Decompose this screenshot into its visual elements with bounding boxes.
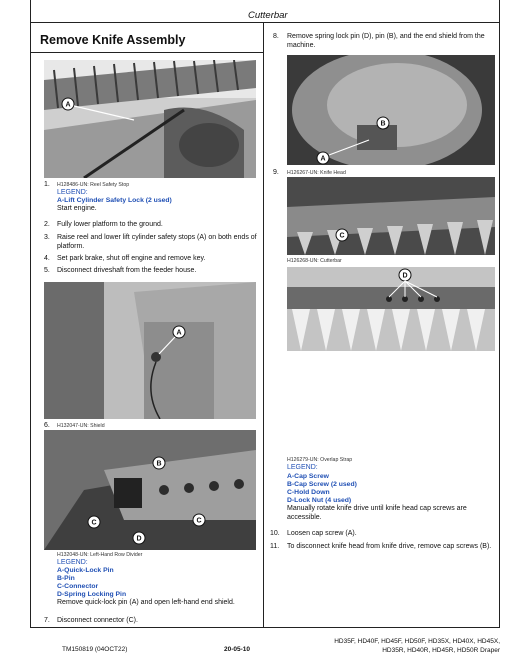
figure-knife-head (287, 177, 495, 255)
callout-c-3: C (339, 232, 345, 240)
legend-2-item-a: A-Quick-Lock Pin (57, 567, 114, 574)
figure-1-caption: H128486-UN: Reel Safety Stop (57, 182, 130, 188)
step-8-number: 8. (273, 33, 279, 40)
legend-2-item-d: D-Spring Locking Pin (57, 591, 127, 598)
legend-2-item-b: B-Pin (57, 575, 75, 582)
figure-reel-safety-stop (44, 60, 256, 178)
legend-3-item-c: C-Hold Down (287, 489, 330, 496)
figure-overlap-strap (287, 267, 495, 351)
callout-c-1: C (91, 519, 97, 527)
legend-3-item-d: D-Lock Nut (4 used) (287, 497, 352, 504)
legend-1-item: A-Lift Cylinder Safety Lock (2 used) (57, 197, 172, 204)
procedure-title: Remove Knife Assembly (40, 33, 186, 47)
legend-3-item-b: B-Cap Screw (2 used) (287, 481, 357, 488)
callout-a-1: A (65, 101, 71, 109)
step-10-text: Loosen cap screw (A). (287, 530, 357, 537)
step-3-text: Raise reel and lower lift cylinder safety stops (A) on both ends of platform. (57, 234, 257, 250)
step-2-text: Fully lower platform to the ground. (57, 221, 163, 228)
footer-page-number: 20-05-10 (224, 646, 251, 653)
figure-2-caption: H132047-UN: Shield (57, 423, 105, 429)
callout-a-2: A (176, 329, 182, 337)
legend-1-title: LEGEND: (57, 189, 88, 196)
legend-2-title: LEGEND: (57, 559, 88, 566)
step-1-number: 1. (44, 181, 50, 188)
step-8-text: Remove spring lock pin (D), pin (B), and the end shield from the machine. (287, 33, 485, 49)
footer-models-line-1: HD35F, HD40F, HD45F, HD50F, HD35X, HD40X, HD45X, (334, 638, 500, 645)
step-9-number: 9. (273, 169, 279, 176)
footer-models-line-2: HD35R, HD40R, HD45R, HD50R Draper (382, 647, 500, 654)
step-10-number: 10. (270, 530, 280, 537)
step-6-number: 6. (44, 422, 50, 429)
column-divider (263, 22, 264, 628)
step-5-number: 5. (44, 267, 50, 274)
figure-shield (44, 282, 256, 419)
callout-b-2: B (380, 120, 386, 128)
step-4-number: 4. (44, 255, 50, 262)
step-2-number: 2. (44, 221, 50, 228)
legend-3-item-a: A-Cap Screw (287, 473, 329, 480)
legend-3-title: LEGEND: (287, 464, 318, 471)
step-7-number: 7. (44, 617, 50, 624)
step-11-text: To disconnect knife head from knife drive, remove cap screws (B). (287, 543, 492, 550)
figure-left-hand-row-divider (44, 430, 256, 550)
step-1-text: Start engine. (57, 205, 97, 212)
callout-a-3: A (320, 155, 326, 163)
callout-b: B (156, 460, 162, 468)
step-11-number: 11. (270, 543, 280, 550)
step-6-text: Remove quick-lock pin (A) and open left-hand end shield. (57, 599, 235, 606)
page-edge-right (499, 0, 500, 22)
figure-4-caption: H126267-UN: Knife Head (287, 170, 346, 176)
callout-d-2: D (402, 272, 408, 280)
step-9-text: Manually rotate knife drive until knife head cap screws are accessible. (287, 505, 467, 521)
step-3-number: 3. (44, 234, 50, 241)
step-7-text: Disconnect connector (C). (57, 617, 138, 624)
legend-2-item-c: C-Connector (57, 583, 99, 590)
page-edge-left (30, 0, 31, 22)
figure-3-caption: H132048-UN: Left-Hand Row Divider (57, 552, 143, 558)
figure-5-caption: H126268-UN: Cutterbar (287, 258, 342, 264)
step-4-text: Set park brake, shut off engine and remove key. (57, 255, 206, 262)
figure-6-caption: H126279-UN: Overlap Strap (287, 457, 353, 463)
step-5-text: Disconnect driveshaft from the feeder house. (57, 267, 197, 274)
callout-c-2: C (196, 517, 202, 525)
callout-d: D (136, 535, 142, 543)
footer-doc-number: TM150819 (04OCT22) (62, 646, 128, 653)
figure-end-shield (287, 55, 495, 165)
section-title: Cutterbar (248, 10, 288, 21)
title-rule (30, 52, 263, 53)
